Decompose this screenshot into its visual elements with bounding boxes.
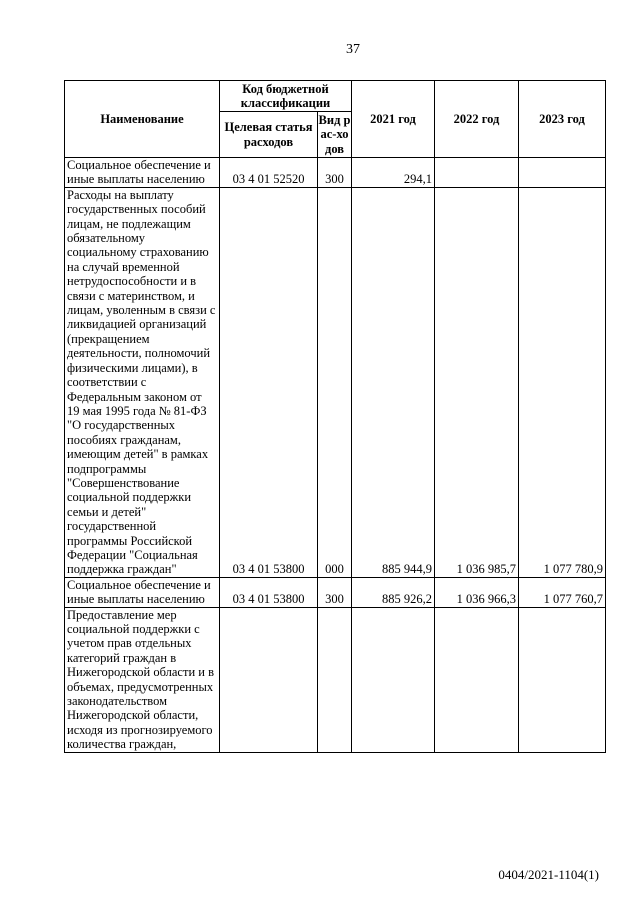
budget-table <box>64 80 606 753</box>
header-target-article: Целевая статья расходов <box>220 112 318 158</box>
table-row <box>65 187 606 577</box>
header-row-top <box>65 81 606 112</box>
row-name: Социальное обеспечение и иные выплаты населению <box>65 158 220 188</box>
row-target-article <box>220 607 318 752</box>
row-name: Социальное обеспечение и иные выплаты населению <box>65 577 220 607</box>
row-name: Предоставление мер социальной поддержки с учетом прав отдельных категорий граждан в Нижегородской области и в объемах, предусмотренных законодательством Нижегородской области, исходя из прогнозируемого количества граждан, <box>65 607 220 752</box>
row-value-2022: 1 036 985,7 <box>435 187 519 577</box>
row-value-2021 <box>352 607 435 752</box>
row-expense-type: 300 <box>318 158 352 188</box>
table-row <box>65 158 606 188</box>
row-expense-type: 000 <box>318 187 352 577</box>
row-name: Расходы на выплату государственных пособий лицам, не подлежащим обязательному социальному страхованию на случай временной нетрудоспособности и в связи с материнством, и лицам, уволенным в связи с ликвидацией организаций (прекращением деятельности, полномочий физическими лицами), в соответствии с Федеральным законом от 19 мая 1995 года № 81-ФЗ "О государственных пособиях гражданам, имеющим детей" в рамках подпрограммы "Совершенствование социальной поддержки семьи и детей" государственной программы Российской Федерации "Социальная поддержка граждан" <box>65 187 220 577</box>
header-budget-code-group: Код бюджетной классификации <box>220 81 352 112</box>
row-value-2023: 1 077 780,9 <box>519 187 606 577</box>
table-row <box>65 577 606 607</box>
row-value-2023 <box>519 158 606 188</box>
header-name: Наименование <box>65 81 220 158</box>
row-target-article: 03 4 01 53800 <box>220 577 318 607</box>
row-value-2021: 885 926,2 <box>352 577 435 607</box>
row-value-2022 <box>435 158 519 188</box>
row-value-2021: 294,1 <box>352 158 435 188</box>
row-value-2022 <box>435 607 519 752</box>
table-row <box>65 607 606 752</box>
header-year-2023: 2023 год <box>519 81 606 158</box>
header-expense-type: Вид рас-ходов <box>318 112 351 156</box>
row-value-2021: 885 944,9 <box>352 187 435 577</box>
row-expense-type <box>318 607 352 752</box>
row-value-2022: 1 036 966,3 <box>435 577 519 607</box>
header-year-2021: 2021 год <box>352 81 435 158</box>
row-value-2023 <box>519 607 606 752</box>
header-year-2022: 2022 год <box>435 81 519 158</box>
row-target-article: 03 4 01 52520 <box>220 158 318 188</box>
page-number: 37 <box>346 42 360 57</box>
row-target-article: 03 4 01 53800 <box>220 187 318 577</box>
row-value-2023: 1 077 760,7 <box>519 577 606 607</box>
row-expense-type: 300 <box>318 577 352 607</box>
document-code: 0404/2021-1104(1) <box>498 867 599 882</box>
